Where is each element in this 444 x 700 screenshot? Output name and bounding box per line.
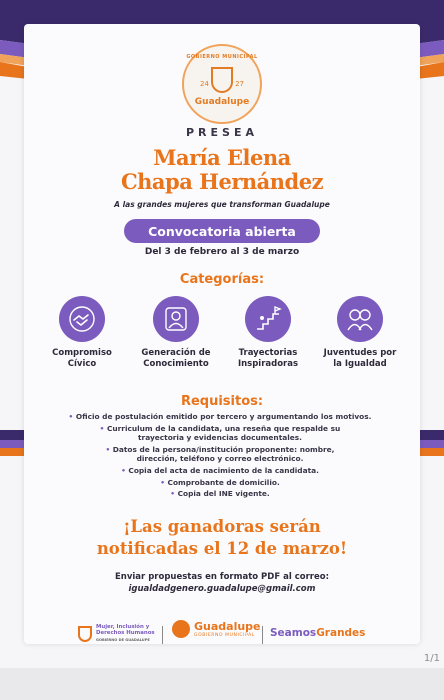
categories-heading: Categorías: bbox=[179, 272, 265, 287]
category-item bbox=[312, 296, 408, 370]
category-item bbox=[34, 296, 130, 370]
municipal-seal bbox=[182, 44, 262, 124]
shield-icon bbox=[78, 626, 92, 642]
list-item: • Oficio de postulación emitido por tercero y argumentando los motivos. bbox=[68, 412, 372, 421]
category-label-line2: la Igualdad bbox=[333, 359, 387, 369]
call-dates: Del 3 de febrero al 3 de marzo bbox=[144, 247, 300, 257]
bullet-icon: • bbox=[121, 465, 129, 475]
guadalupe-emblem-icon bbox=[172, 620, 190, 638]
category-label-line1: Compromiso bbox=[52, 348, 112, 358]
requirements-list bbox=[50, 412, 390, 501]
bullet-icon: • bbox=[68, 412, 76, 421]
tagline: A las grandes mujeres que transforman Guadalupe bbox=[114, 200, 330, 209]
bullet-icon: • bbox=[99, 423, 107, 433]
category-label-line1: Juventudes por bbox=[323, 348, 397, 358]
bullet-icon: • bbox=[160, 477, 168, 487]
category-item bbox=[128, 296, 224, 370]
left-stripe-decoration bbox=[0, 430, 24, 460]
list-item: • Datos de la persona/institución proponente: nombre, dirección, teléfono y correo electrónico. bbox=[105, 444, 335, 464]
list-item: • Comprobante de domicilio. bbox=[160, 477, 280, 487]
seal-year-left: 24 bbox=[200, 80, 209, 88]
category-label-line1: Generación de bbox=[141, 348, 211, 358]
category-item bbox=[220, 296, 316, 370]
open-call-badge: Convocatoria abierta bbox=[124, 219, 320, 243]
page-indicator: 1/1 bbox=[423, 653, 440, 664]
guadalupe-logo: Guadalupe GOBIERNO MUNICIPAL bbox=[172, 620, 261, 638]
category-label-line2: Inspiradoras bbox=[237, 359, 299, 369]
seal-top-text: GOBIERNO MUNICIPAL bbox=[186, 54, 258, 60]
contact-email[interactable]: igualdadgenero.guadalupe@gmail.com bbox=[128, 584, 316, 594]
shield-icon bbox=[211, 67, 233, 93]
bullet-icon: • bbox=[170, 489, 178, 499]
woman-icon bbox=[153, 296, 199, 342]
list-item: • Copia del INE vigente. bbox=[170, 489, 270, 499]
handshake-icon bbox=[59, 296, 105, 342]
list-item: • Curriculum de la candidata, una reseña que respalde su trayectoria y evidencias documentales. bbox=[99, 423, 341, 443]
category-label-line1: Trayectorias bbox=[238, 348, 298, 358]
presea-label: PRESEA bbox=[186, 126, 258, 139]
seal-name: Guadalupe bbox=[194, 97, 250, 107]
winners-notice-line2: notificadas el 12 de marzo! bbox=[96, 539, 348, 558]
young-women-icon bbox=[337, 296, 383, 342]
bullet-icon: • bbox=[105, 444, 113, 454]
mujer-derechos-logo: Mujer, Inclusión y Derechos Humanos GOBIERNO DE GUADALUPE bbox=[78, 624, 155, 643]
winners-notice-line1: ¡Las ganadoras serán bbox=[123, 517, 321, 536]
category-label-line2: Conocimiento bbox=[143, 359, 209, 369]
category-label-line2: Cívico bbox=[67, 359, 97, 369]
award-title-line1: María Elena bbox=[153, 145, 291, 170]
award-title-line2: Chapa Hernández bbox=[120, 169, 324, 194]
footer-logos bbox=[0, 618, 444, 654]
list-item: • Copia del acta de nacimiento de la candidata. bbox=[121, 465, 319, 475]
logo-divider bbox=[162, 626, 163, 644]
stairs-flag-icon bbox=[245, 296, 291, 342]
logo-divider bbox=[262, 626, 263, 644]
requirements-heading: Requisitos: bbox=[180, 394, 264, 409]
submission-instruction: Enviar propuestas en formato PDF al correo: bbox=[115, 572, 329, 582]
seal-year-right: 27 bbox=[235, 80, 244, 88]
seamos-grandes-logo: SeamosGrandes bbox=[270, 627, 366, 639]
right-stripe-decoration bbox=[420, 430, 444, 460]
